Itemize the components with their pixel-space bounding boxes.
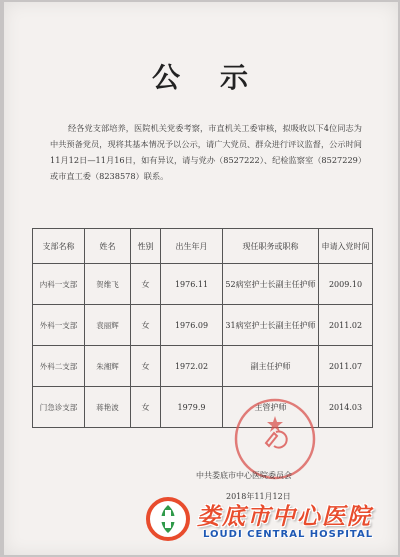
notice-paragraph (50, 120, 362, 184)
header-position: 现任职务或职称 (223, 229, 319, 264)
cell-name: 朱湘辉 (85, 346, 131, 387)
cell-branch: 外科二支部 (33, 346, 85, 387)
cell-branch: 门急诊支部 (33, 387, 85, 428)
cell-position: 52病室护士长副主任护师 (223, 264, 319, 305)
table-row (33, 264, 373, 305)
notice-paragraph-text: 经各党支部培养，医院机关党委考察，市直机关工委审核，拟吸收以下4位同志为中共预备党员，现将其基本情况予以公示，请广大党员、群众进行评议监督，公示时间11月12日—11月16日，如有异议，请与党办（8527222）、纪检监察室（8527229）或市直工委（8238578）联系。 (50, 123, 362, 181)
candidate-table (32, 228, 373, 428)
header-gender: 性别 (131, 229, 161, 264)
header-branch: 支部名称 (33, 229, 85, 264)
hospital-logo-icon (145, 496, 191, 542)
cell-apply-date: 2011.02 (319, 305, 373, 346)
cell-birth: 1976.11 (161, 264, 223, 305)
cell-branch: 外科一支部 (33, 305, 85, 346)
cell-gender: 女 (131, 264, 161, 305)
table-row (33, 346, 373, 387)
header-name: 姓名 (85, 229, 131, 264)
hospital-banner (145, 496, 395, 546)
hospital-name-en: LOUDI CENTRAL HOSPITAL (203, 529, 374, 540)
cell-branch: 内科一支部 (33, 264, 85, 305)
cell-name: 袁丽辉 (85, 305, 131, 346)
header-birth: 出生年月 (161, 229, 223, 264)
table-header-row (33, 229, 373, 264)
header-apply-date: 申请入党时间 (319, 229, 373, 264)
cell-position: 副主任护师 (223, 346, 319, 387)
issuer-name: 中共娄底市中心医院委员会 (196, 471, 292, 480)
issue-date: 2018年11月12日 (226, 492, 291, 501)
cell-birth: 1976.09 (161, 305, 223, 346)
page-title: 公示 (151, 61, 288, 94)
cell-apply-date: 2011.07 (319, 346, 373, 387)
table-row (33, 387, 373, 428)
cell-position: 主管护师 (223, 387, 319, 428)
cell-name: 蒋艳波 (85, 387, 131, 428)
cell-gender: 女 (131, 305, 161, 346)
cell-position: 31病室护士长副主任护师 (223, 305, 319, 346)
hospital-name-cn: 娄底市中心医院 (197, 504, 372, 530)
cell-birth: 1979.9 (161, 387, 223, 428)
cell-gender: 女 (131, 346, 161, 387)
cell-name: 贺维飞 (85, 264, 131, 305)
cell-apply-date: 2014.03 (319, 387, 373, 428)
cell-apply-date: 2009.10 (319, 264, 373, 305)
cell-birth: 1972.02 (161, 346, 223, 387)
cell-gender: 女 (131, 387, 161, 428)
table-row (33, 305, 373, 346)
